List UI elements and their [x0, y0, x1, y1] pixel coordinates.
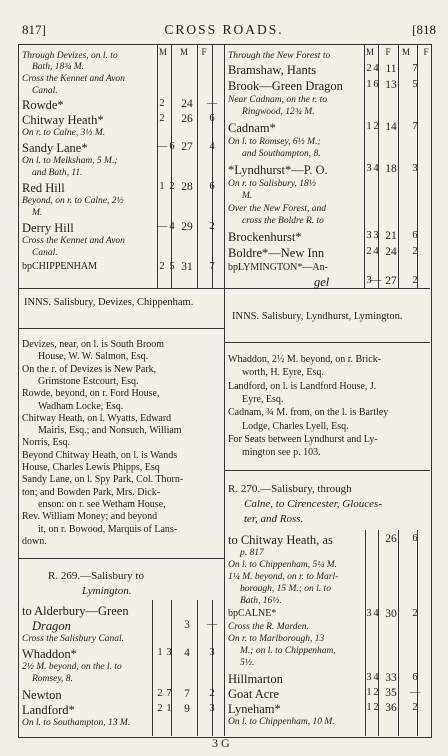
total-miles-value: 9: [184, 703, 190, 715]
miles-value: —: [156, 141, 168, 152]
route-row: Derry Hill: [22, 221, 74, 235]
route-row: to Alderbury—Green: [22, 604, 129, 618]
seat-line: Norris, Esq.: [22, 437, 71, 449]
total-furlongs-value: 2: [209, 221, 215, 232]
miles-value: 1: [366, 687, 372, 698]
route-row: Sandy Lane*: [22, 141, 88, 155]
route-row: Landford*: [22, 703, 75, 717]
total-furlongs-value: 2: [412, 702, 418, 713]
route-row: On l. to Chippenham, 5¼ M.: [228, 560, 337, 570]
left-low-col-2: [171, 600, 172, 736]
route-row: On l. to Romsey, 6½ M.;: [228, 137, 321, 147]
left-low-col-3: [197, 600, 198, 736]
total-miles-value: 30: [385, 608, 397, 620]
route-270-title-1: R. 270.—Salisbury, through: [228, 483, 352, 495]
seat-line: House, W. W. Salmon, Esq.: [38, 351, 149, 363]
miles-value: 2: [159, 261, 165, 272]
seat-line: Rev. William Money; and beyond: [22, 511, 158, 523]
miles-value: 3: [366, 672, 372, 683]
route-row: borough, 15 M.; on l. to: [240, 584, 331, 594]
route-270-title-2: Calne, to Cirencester, Glouces-: [244, 498, 382, 510]
seat-line: Wadham Locke, Esq.: [38, 400, 124, 412]
route-269-title-1: R. 269.—Salisbury to: [48, 570, 144, 582]
rule-right-inns: [224, 342, 430, 343]
signature-mark: 3 G: [212, 736, 230, 750]
miles-value: 2: [159, 98, 165, 109]
route-row: and Southampton, 8.: [242, 149, 321, 159]
route-row: Ringwood, 12¾ M.: [242, 107, 315, 117]
route-row: Near Cadnam, on the r. to: [228, 95, 327, 105]
right-col-head-m: M: [365, 47, 374, 57]
route-row: M.: [32, 208, 43, 218]
total-miles-value: 31: [181, 261, 193, 273]
total-miles-value: 27: [385, 275, 397, 287]
miles-value: 1: [366, 121, 372, 132]
seat-line: Lodge, Charles Lyell, Esq.: [242, 420, 349, 432]
miles-value: 3: [366, 275, 372, 286]
furlongs-value: 4: [373, 246, 379, 257]
total-miles-value: 11: [385, 63, 397, 75]
route-row: bpCALNE*: [228, 608, 277, 619]
route-row: 1¼ M. beyond, on r. to Marl-: [228, 572, 339, 582]
route-row: cross the Boldre R. to: [242, 216, 324, 226]
miles-value: 3: [366, 230, 372, 241]
total-furlongs-value: 2: [412, 246, 418, 257]
route-row: Canal.: [32, 248, 58, 258]
center-divider: [224, 44, 225, 736]
seat-line: Devizes, near, on l. is South Broom: [22, 339, 165, 350]
total-furlongs-value: 5: [412, 79, 418, 90]
page-number-right: [818: [412, 22, 436, 37]
miles-value: 3: [366, 608, 372, 619]
total-furlongs-value: 2: [412, 608, 418, 619]
seat-line: Chitway Heath, on l. Wyatts, Edward: [22, 412, 172, 424]
total-miles-value: 3: [184, 619, 190, 631]
route-row: Brook—Green Dragon: [228, 79, 343, 93]
furlongs-value: 2: [169, 181, 175, 192]
route-270-title-3: ter, and Ross.: [244, 513, 304, 525]
miles-value: 1: [159, 181, 165, 192]
rule-under-routes: [18, 288, 430, 289]
route-row: Cross the Salisbury Canal.: [22, 634, 125, 644]
seat-line: House, Charles Lewis Phipps, Esq: [22, 462, 160, 473]
route-row: Romsey, 8.: [32, 674, 73, 684]
seat-line: Cadnam, ¾ M. from, on the l. is Bartley: [228, 407, 389, 419]
route-row: Rowde*: [22, 98, 64, 112]
furlongs-value: 4: [169, 221, 175, 232]
total-furlongs-value: 3: [209, 703, 215, 714]
route-row: On l. to Southampton, 13 M.: [22, 718, 131, 728]
route-row: Brockenhurst*: [228, 230, 302, 244]
furlongs-value: 4: [373, 163, 379, 174]
route-row: Newton: [22, 688, 62, 702]
total-furlongs-value: 6: [209, 181, 215, 192]
furlongs-value: 4: [373, 63, 379, 74]
route-row: Cross the Kennet and Avon: [22, 236, 125, 246]
page-number-left: 817]: [22, 22, 46, 37]
miles-value: 2: [157, 703, 163, 714]
total-furlongs-value: 3: [412, 163, 418, 174]
left-col-rule-2: [171, 44, 172, 288]
route-row: p. 817: [240, 548, 264, 558]
route-row: 2½ M. beyond, on the l. to: [22, 662, 122, 672]
route-row: M.; on l. to Chippenham,: [240, 646, 336, 656]
miles-value: 1: [157, 647, 163, 658]
route-row: Boldre*—New Inn: [228, 246, 325, 260]
total-furlongs-value: 3: [209, 647, 215, 658]
seat-line: mington see p. 103.: [242, 447, 321, 459]
seat-line: Mairis, Esq.; and Nonsuch, William: [38, 425, 182, 437]
total-miles-value: 26: [181, 113, 193, 125]
furlongs-value: 2: [373, 687, 379, 698]
total-miles-value: 7: [184, 688, 190, 700]
route-row: On l. to Chippenham, 10 M.: [228, 717, 335, 727]
furlongs-value: 6: [373, 79, 379, 90]
route-row: bpCHIPPENHAM: [22, 261, 98, 272]
route-row: Cross the Kennet and Avon: [22, 74, 125, 84]
seat-line: Landford, on l. is Landford House, J.: [228, 380, 377, 392]
total-miles-value: 27: [181, 141, 193, 153]
seat-line: down.: [22, 535, 47, 547]
miles-value: 1: [366, 79, 372, 90]
total-furlongs-value: 6: [412, 672, 418, 683]
route-row: Red Hill: [22, 181, 65, 195]
right-col-head-m2: M: [401, 47, 410, 57]
route-row: Hillmarton: [228, 672, 283, 686]
total-furlongs-value: 2: [412, 275, 418, 286]
right-col-head-f2: F: [423, 47, 429, 57]
total-furlongs-value: 6: [412, 230, 418, 241]
total-furlongs-value: 7: [412, 121, 418, 132]
total-furlongs-value: 2: [209, 688, 215, 699]
route-row: to Chitway Heath, as: [228, 533, 333, 547]
miles-value: 2: [366, 63, 372, 74]
total-miles-value: 13: [385, 79, 397, 91]
total-miles-value: 33: [385, 672, 397, 684]
route-row: Through the New Forest to: [228, 51, 331, 61]
miles-value: 2: [159, 113, 165, 124]
route-row: Cross the R. Marden.: [228, 622, 309, 632]
route-row: Bath, 16½.: [240, 596, 282, 606]
route-269-title-2: Lymington.: [82, 585, 132, 597]
furlongs-value: 5: [169, 261, 175, 272]
right-col-head-f: F: [385, 47, 391, 57]
total-miles-value: 35: [385, 687, 397, 699]
seat-line: Sandy Lane, on l. Spy Park, Col. Thorn-: [22, 474, 184, 486]
total-miles-value: 24: [181, 98, 193, 110]
rule-left-inns: [18, 328, 224, 329]
seat-line: Rowde, beyond, on r. Ford House,: [22, 388, 160, 400]
total-miles-value: 14: [385, 121, 397, 133]
total-furlongs-value: —: [409, 687, 421, 698]
furlongs-value: 2: [373, 121, 379, 132]
total-furlongs-value: 6: [209, 113, 215, 124]
miles-value: 3: [366, 163, 372, 174]
route-row: On r. to Calne, 3½ M.: [22, 128, 106, 138]
total-miles-value: 18: [385, 163, 397, 175]
route-row: Whaddon*: [22, 647, 77, 661]
seat-line: On the r. of Devizes is New Park,: [22, 363, 157, 375]
total-miles-value: 28: [181, 181, 193, 193]
left-low-col-1: [152, 600, 153, 736]
seat-line: worth, H. Eyre, Esq.: [242, 367, 324, 379]
route-row: Chitway Heath*: [22, 113, 104, 127]
route-row: M.: [242, 191, 253, 201]
route-row: Goat Acre: [228, 687, 280, 701]
furlongs-value: 6: [169, 141, 175, 152]
route-row: bpLYMINGTON*—An-: [228, 262, 328, 273]
left-inns: INNS. Salisbury, Devizes, Chippenham.: [24, 297, 194, 308]
page-title: CROSS ROADS.: [164, 22, 284, 37]
total-miles-value: 29: [181, 221, 193, 233]
route-row: Dragon: [32, 619, 71, 633]
furlongs-value: 2: [373, 702, 379, 713]
furlongs-value: —: [370, 275, 382, 286]
right-inns: INNS. Salisbury, Lyndhurst, Lymington.: [232, 311, 403, 322]
total-miles-value: 24: [385, 246, 397, 258]
route-row: 5½.: [240, 658, 255, 668]
route-row: and Bath, 11.: [32, 168, 83, 178]
total-furlongs-value: 7: [209, 261, 215, 272]
seat-line: Whaddon, 2½ M. beyond, on r. Brick-: [228, 354, 382, 365]
total-miles-value: 36: [385, 702, 397, 714]
route-row: Canal.: [32, 86, 58, 96]
seat-line: Eyre, Esq.: [242, 393, 284, 405]
total-furlongs-value: 6: [412, 533, 418, 544]
left-col-head-m2: M: [179, 47, 188, 57]
seat-line: Grimstone Estcourt, Esq.: [38, 375, 139, 387]
route-row: Through Devizes, on l. to: [22, 51, 118, 61]
rule-right-seats: [224, 470, 430, 471]
total-miles-value: 26: [385, 533, 397, 545]
total-furlongs-value: —: [206, 98, 218, 109]
route-row: Over the New Forest, and: [228, 204, 327, 214]
furlongs-value: 3: [166, 647, 172, 658]
miles-value: 2: [157, 688, 163, 699]
route-row: On r. to Salisbury, 18½: [228, 179, 316, 189]
total-furlongs-value: 4: [209, 141, 215, 152]
total-furlongs-value: —: [206, 619, 218, 630]
left-col-head-m: M: [158, 47, 167, 57]
furlongs-value: 3: [373, 230, 379, 241]
left-col-head-f: F: [201, 47, 207, 57]
rule-left-seats: [18, 558, 224, 559]
route-row: On r. to Marlborough, 13: [228, 634, 325, 644]
route-row: Cadnam*: [228, 121, 276, 135]
route-row: On l. to Melksham, 5 M.;: [22, 156, 118, 166]
furlongs-value: 1: [166, 703, 172, 714]
miles-value: 2: [366, 246, 372, 257]
total-miles-value: 21: [385, 230, 397, 242]
seat-line: For Seats between Lyndhurst and Ly-: [228, 433, 378, 445]
furlongs-value: 4: [373, 672, 379, 683]
total-furlongs-value: 7: [412, 63, 418, 74]
route-row: gel: [314, 275, 330, 289]
left-col-rule-4: [212, 44, 213, 288]
furlongs-value: 7: [166, 688, 172, 699]
seat-line: enson: on r. see Wetham House,: [38, 498, 166, 510]
miles-value: 1: [366, 702, 372, 713]
seat-line: it, on r. Bowood, Marquis of Lans-: [38, 523, 178, 535]
route-row: Bramshaw, Hants: [228, 63, 317, 77]
left-col-rule-3: [197, 44, 198, 288]
furlongs-value: 4: [373, 608, 379, 619]
route-row: *Lyndhurst*—P. O.: [228, 163, 328, 177]
total-miles-value: 4: [184, 647, 190, 659]
miles-value: —: [156, 221, 168, 232]
seat-line: ton; and Bowden Park, Mrs. Dick-: [22, 486, 161, 498]
seat-line: Beyond Chitway Heath, on l. is Wands: [22, 449, 178, 461]
left-col-rule-1: [157, 44, 158, 288]
route-row: Lyneham*: [228, 702, 281, 716]
route-row: Bath, 18¾ M.: [32, 62, 84, 72]
route-row: Beyond, on r. to Calne, 2½: [22, 196, 124, 206]
